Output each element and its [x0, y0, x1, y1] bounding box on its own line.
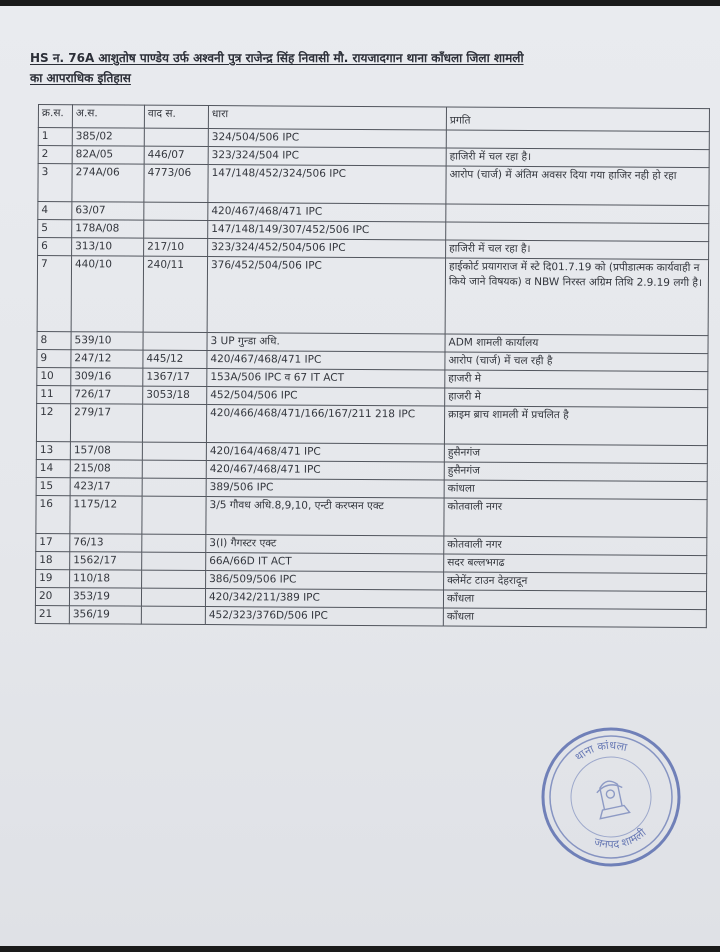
cell-serial: 8 — [37, 331, 71, 349]
cell-section: 420/466/468/471/166/167/211 218 IPC — [206, 405, 444, 444]
table-body — [35, 128, 709, 628]
cell-suit-number: 240/11 — [143, 256, 207, 332]
cell-suit-number — [142, 442, 206, 460]
emblem-icon — [593, 778, 630, 818]
cell-suit-number: 445/12 — [143, 350, 207, 368]
cell-section: 3/5 गौवध अधि.8,9,10, एन्टी करप्सन एक्ट — [206, 497, 444, 536]
cell-case-number: 274A/06 — [72, 164, 144, 202]
cell-case-number: 356/19 — [69, 606, 141, 624]
cell-serial: 17 — [36, 533, 70, 551]
cell-progress: कोतवाली नगर — [444, 498, 707, 538]
cell-case-number: 1175/12 — [70, 496, 142, 534]
cell-serial: 13 — [36, 441, 70, 459]
cell-case-number: 82A/05 — [72, 146, 144, 164]
cell-serial: 18 — [36, 551, 70, 569]
seal-bottom-text: जनपद शामली — [592, 825, 649, 852]
cell-suit-number — [142, 404, 206, 442]
cell-serial: 6 — [38, 238, 72, 256]
cell-progress: सदर बल्लभगढ — [444, 554, 707, 574]
table-row — [36, 403, 707, 445]
cell-progress — [446, 222, 709, 242]
cell-case-number: 353/19 — [69, 588, 141, 606]
cell-case-number: 157/08 — [70, 442, 142, 460]
cell-suit-number: 1367/17 — [143, 368, 207, 386]
cell-section: 420/467/468/471 IPC — [207, 351, 445, 370]
cell-suit-number — [141, 588, 205, 606]
cell-section: 147/148/149/307/452/506 IPC — [208, 221, 446, 240]
heading-line-1: HS न. 76A आशुतोष पाण्डेय उर्फ अश्वनी पुत्र राजेन्द्र सिंह निवासी मौ. रायजादगान थाना काँधला जिला शामली — [30, 51, 524, 65]
cell-section: 323/324/504 IPC — [208, 147, 446, 166]
cell-progress: हाजरी मे — [445, 370, 708, 390]
cell-section: 389/506 IPC — [206, 479, 444, 498]
cell-suit-number: 446/07 — [144, 146, 208, 164]
cell-serial: 16 — [36, 495, 70, 533]
header-suit-number: वाद स. — [144, 105, 208, 128]
cell-section: 3 UP गुन्डा अधि. — [207, 333, 445, 352]
cell-section: 452/504/506 IPC — [207, 387, 445, 406]
cell-serial: 20 — [35, 587, 69, 605]
cell-section: 323/324/452/504/506 IPC — [208, 239, 446, 258]
cell-progress: ADM शामली कार्यालय — [445, 334, 708, 354]
cell-section: 420/164/468/471 IPC — [206, 443, 444, 462]
cell-section: 420/467/468/471 IPC — [206, 461, 444, 480]
cell-suit-number — [144, 220, 208, 238]
cell-serial: 9 — [37, 349, 71, 367]
cell-progress: क्लेमेंट टाउन देहरादून — [444, 572, 707, 592]
criminal-history-table — [35, 104, 710, 628]
cell-case-number: 539/10 — [71, 332, 143, 350]
cell-serial: 11 — [37, 385, 71, 403]
cell-suit-number — [141, 606, 205, 624]
cell-section: 147/148/452/324/506 IPC — [208, 165, 446, 204]
cell-section: 420/342/211/389 IPC — [205, 589, 443, 608]
cell-progress: काँधला — [443, 608, 706, 628]
cell-case-number: 178A/08 — [72, 220, 144, 238]
cell-serial: 3 — [38, 164, 72, 202]
cell-section: 452/323/376D/506 IPC — [205, 607, 443, 626]
cell-case-number: 279/17 — [70, 404, 142, 442]
cell-progress: कोतवाली नगर — [444, 536, 707, 556]
cell-progress: आरोप (चार्ज) में अंतिम अवसर दिया गया हाजिर नही हो रहा — [446, 166, 709, 206]
cell-case-number: 247/12 — [71, 350, 143, 368]
header-case-number: अ.स. — [72, 105, 144, 128]
cell-section: 386/509/506 IPC — [206, 571, 444, 590]
header-section: धारा — [208, 106, 446, 130]
table-row — [36, 495, 707, 537]
cell-serial: 19 — [36, 569, 70, 587]
cell-case-number: 1562/17 — [70, 552, 142, 570]
header-progress: प्रगति — [446, 107, 709, 132]
cell-section: 420/467/468/471 IPC — [208, 203, 446, 222]
cell-progress: क्राइम ब्राच शामली में प्रचलित है — [444, 406, 707, 446]
cell-progress: हुसैनगंज — [444, 444, 707, 464]
cell-progress — [446, 204, 709, 224]
seal-top-text: थाना कांधला — [572, 738, 629, 764]
table-row — [38, 164, 709, 206]
cell-suit-number — [142, 570, 206, 588]
cell-suit-number — [142, 534, 206, 552]
cell-case-number: 440/10 — [71, 256, 143, 332]
cell-progress: हाईकोर्ट प्रयागराज में स्टे दि01.7.19 को (प्रपीडात्मक कार्यवाही न किये जाने विषयक) व NBW निरस्त अग्रिम तिथि 2.9.19 लगी है। — [445, 258, 708, 336]
cell-case-number: 313/10 — [72, 238, 144, 256]
cell-progress: आरोप (चार्ज) में चल रही है — [445, 352, 708, 372]
cell-section: 3(I) गैगस्टर एक्ट — [206, 535, 444, 554]
cell-progress: हुसैनगंज — [444, 462, 707, 482]
cell-serial: 10 — [37, 367, 71, 385]
cell-progress: काँधला — [443, 590, 706, 610]
cell-progress: हाजरी मे — [445, 388, 708, 408]
cell-suit-number: 217/10 — [144, 238, 208, 256]
cell-section: 376/452/504/506 IPC — [207, 257, 445, 334]
cell-suit-number — [142, 460, 206, 478]
cell-case-number: 63/07 — [72, 202, 144, 220]
cell-serial: 12 — [36, 403, 70, 441]
cell-serial: 7 — [37, 256, 71, 332]
cell-case-number: 385/02 — [72, 128, 144, 146]
table-row — [35, 605, 706, 627]
cell-case-number: 215/08 — [70, 460, 142, 478]
heading-line-2: का आपराधिक इतिहास — [30, 71, 131, 85]
cell-serial: 21 — [35, 605, 69, 623]
police-station-seal — [524, 710, 697, 883]
cell-suit-number — [142, 496, 206, 534]
table-row — [37, 256, 708, 336]
cell-section: 324/504/506 IPC — [208, 129, 446, 148]
cell-case-number: 726/17 — [71, 386, 143, 404]
cell-suit-number — [144, 202, 208, 220]
header-serial: क्र.स. — [38, 105, 72, 128]
cell-case-number: 423/17 — [70, 478, 142, 496]
cell-case-number: 76/13 — [70, 534, 142, 552]
cell-serial: 15 — [36, 477, 70, 495]
document-page — [0, 6, 720, 946]
cell-progress: हाजिरी में चल रहा है। — [446, 148, 709, 168]
cell-serial: 1 — [38, 128, 72, 146]
cell-case-number: 110/18 — [70, 570, 142, 588]
cell-progress: हाजिरी में चल रहा है। — [446, 240, 709, 260]
cell-serial: 14 — [36, 459, 70, 477]
cell-suit-number — [144, 128, 208, 146]
svg-text:थाना कांधला — [571, 734, 631, 765]
cell-section: 153A/506 IPC व 67 IT ACT — [207, 369, 445, 388]
cell-section: 66A/66D IT ACT — [206, 553, 444, 572]
cell-progress: कांधला — [444, 480, 707, 500]
cell-suit-number — [142, 552, 206, 570]
cell-case-number: 309/16 — [71, 368, 143, 386]
cell-suit-number — [142, 478, 206, 496]
svg-text:जनपद शामली — [590, 825, 650, 856]
cell-suit-number: 3053/18 — [143, 386, 207, 404]
cell-serial: 2 — [38, 146, 72, 164]
document-heading — [30, 48, 690, 88]
cell-serial: 4 — [38, 202, 72, 220]
cell-progress — [446, 130, 709, 150]
cell-suit-number — [143, 332, 207, 350]
cell-serial: 5 — [38, 220, 72, 238]
cell-suit-number: 4773/06 — [144, 164, 208, 202]
